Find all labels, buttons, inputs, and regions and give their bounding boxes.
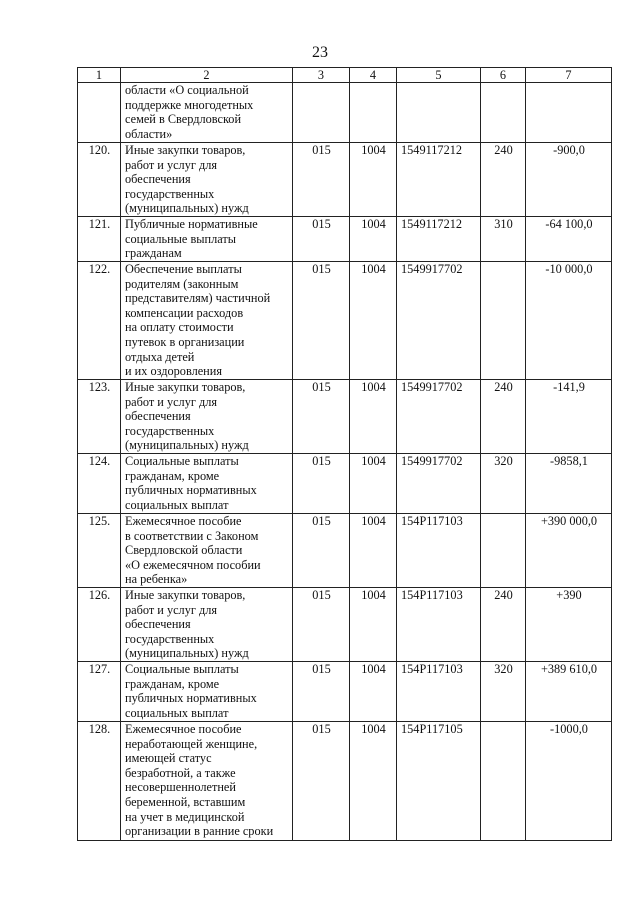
row-expense-type — [481, 722, 526, 841]
table-row — [78, 143, 612, 217]
row-code-3: 015 — [293, 514, 350, 588]
row-section-code: 1004 — [350, 380, 397, 454]
row-description: Ежемесячное пособие в соответствии с Законом Свердловской области «О ежемесячном пособии на ребенка» — [121, 514, 293, 588]
row-section-code: 1004 — [350, 217, 397, 262]
row-section-code: 1004 — [350, 454, 397, 514]
column-header: 1 — [78, 68, 121, 83]
row-number: 127. — [78, 662, 121, 722]
row-expense-type: 240 — [481, 380, 526, 454]
row-number: 122. — [78, 262, 121, 380]
row-code-3: 015 — [293, 662, 350, 722]
row-expense-type: 320 — [481, 662, 526, 722]
row-section-code: 1004 — [350, 262, 397, 380]
row-target-code: 1549917702 — [397, 262, 481, 380]
row-section-code: 1004 — [350, 514, 397, 588]
column-header: 2 — [121, 68, 293, 83]
row-number: 120. — [78, 143, 121, 217]
row-target-code: 1549117212 — [397, 217, 481, 262]
table-row — [78, 83, 612, 143]
row-description: Обеспечение выплаты родителям (законным представителям) частичной компенсации расходов на оплату стоимости путевок в организации отдыха детей и их оздоровления — [121, 262, 293, 380]
table-row — [78, 262, 612, 380]
table-row — [78, 454, 612, 514]
row-amount: +390 — [526, 588, 612, 662]
row-code-3: 015 — [293, 217, 350, 262]
budget-table — [77, 67, 612, 841]
row-target-code: 154P117103 — [397, 662, 481, 722]
row-expense-type: 240 — [481, 143, 526, 217]
row-code-3: 015 — [293, 588, 350, 662]
column-header: 4 — [350, 68, 397, 83]
row-number: 126. — [78, 588, 121, 662]
row-section-code: 1004 — [350, 722, 397, 841]
row-description: Иные закупки товаров, работ и услуг для обеспечения государственных (муниципальных) нужд — [121, 380, 293, 454]
row-target-code: 1549117212 — [397, 143, 481, 217]
row-target-code: 154P117105 — [397, 722, 481, 841]
row-amount: -141,9 — [526, 380, 612, 454]
row-expense-type: 310 — [481, 217, 526, 262]
table-row — [78, 662, 612, 722]
row-number: 121. — [78, 217, 121, 262]
table-row — [78, 380, 612, 454]
row-amount — [526, 83, 612, 143]
row-number: 128. — [78, 722, 121, 841]
table-row — [78, 588, 612, 662]
row-expense-type: 320 — [481, 454, 526, 514]
row-code-3 — [293, 83, 350, 143]
row-description: Публичные нормативные социальные выплаты гражданам — [121, 217, 293, 262]
row-amount: -900,0 — [526, 143, 612, 217]
row-target-code: 1549917702 — [397, 454, 481, 514]
row-number: 123. — [78, 380, 121, 454]
row-number: 124. — [78, 454, 121, 514]
column-header: 6 — [481, 68, 526, 83]
row-description: Социальные выплаты гражданам, кроме публичных нормативных социальных выплат — [121, 662, 293, 722]
row-description: области «О социальной поддержке многодетных семей в Свердловской области» — [121, 83, 293, 143]
column-header: 3 — [293, 68, 350, 83]
row-amount: -64 100,0 — [526, 217, 612, 262]
row-amount: -1000,0 — [526, 722, 612, 841]
row-section-code — [350, 83, 397, 143]
column-header: 5 — [397, 68, 481, 83]
row-code-3: 015 — [293, 143, 350, 217]
row-description: Социальные выплаты гражданам, кроме публичных нормативных социальных выплат — [121, 454, 293, 514]
row-section-code: 1004 — [350, 588, 397, 662]
row-expense-type — [481, 262, 526, 380]
row-amount: -9858,1 — [526, 454, 612, 514]
row-description: Ежемесячное пособие неработающей женщине, имеющей статус безработной, а также несовершеннолетней беременной, вставшим на учет в медицинской организации в ранние сроки — [121, 722, 293, 841]
table-row — [78, 722, 612, 841]
row-target-code: 1549917702 — [397, 380, 481, 454]
row-code-3: 015 — [293, 380, 350, 454]
row-description: Иные закупки товаров, работ и услуг для обеспечения государственных (муниципальных) нужд — [121, 588, 293, 662]
table-header-row — [78, 68, 612, 83]
row-amount: +389 610,0 — [526, 662, 612, 722]
row-amount: +390 000,0 — [526, 514, 612, 588]
row-number — [78, 83, 121, 143]
page-number: 23 — [312, 44, 328, 61]
row-target-code: 154P117103 — [397, 514, 481, 588]
table-row — [78, 514, 612, 588]
row-expense-type: 240 — [481, 588, 526, 662]
column-header: 7 — [526, 68, 612, 83]
row-expense-type — [481, 83, 526, 143]
row-expense-type — [481, 514, 526, 588]
row-code-3: 015 — [293, 454, 350, 514]
table-row — [78, 217, 612, 262]
row-code-3: 015 — [293, 262, 350, 380]
row-description: Иные закупки товаров, работ и услуг для обеспечения государственных (муниципальных) нужд — [121, 143, 293, 217]
row-section-code: 1004 — [350, 662, 397, 722]
row-code-3: 015 — [293, 722, 350, 841]
row-target-code: 154P117103 — [397, 588, 481, 662]
row-amount: -10 000,0 — [526, 262, 612, 380]
row-target-code — [397, 83, 481, 143]
row-section-code: 1004 — [350, 143, 397, 217]
row-number: 125. — [78, 514, 121, 588]
